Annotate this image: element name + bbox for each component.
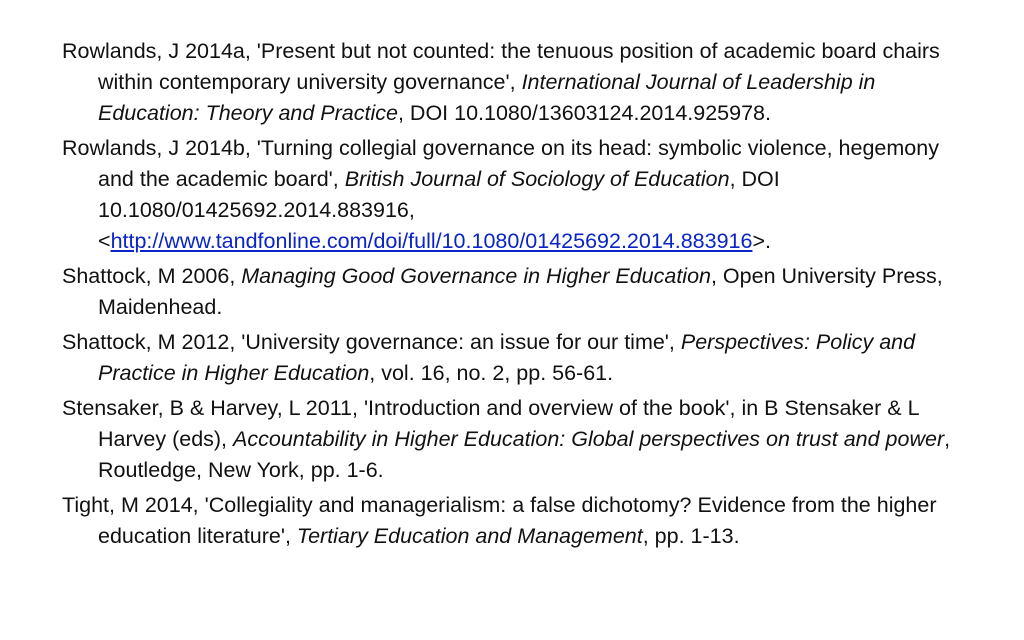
reference-journal: Perspectives: Policy and Practice in Higher Education	[98, 330, 916, 385]
reference-book-title: Managing Good Governance in Higher Education	[241, 264, 711, 288]
reference-text: Shattock, M 2012, 'University governance: an issue for our time',	[62, 330, 681, 354]
reference-rowlands-2014b	[62, 133, 962, 257]
reference-journal: International Journal of Leadership in Education: Theory and Practice	[98, 70, 876, 125]
reference-text: , pp. 1-13.	[642, 524, 740, 548]
reference-text: Stensaker, B & Harvey, L 2011, 'Introduction and overview of the book', in B Stensaker & L Harvey (eds),	[62, 396, 919, 451]
reference-list	[62, 36, 962, 556]
reference-text: Shattock, M 2006,	[62, 264, 242, 288]
reference-shattock-2012	[62, 327, 962, 389]
reference-journal: British Journal of Sociology of Education	[344, 167, 730, 191]
reference-text: , vol. 16, no. 2, pp. 56-61.	[369, 361, 614, 385]
reference-rowlands-2014a	[62, 36, 962, 129]
reference-text: >.	[752, 229, 771, 253]
reference-stensaker-harvey-2011	[62, 393, 962, 486]
reference-link[interactable]: http://www.tandfonline.com/doi/full/10.1080/01425692.2014.883916	[110, 229, 753, 253]
reference-shattock-2006	[62, 261, 962, 323]
reference-tight-2014	[62, 490, 962, 552]
reference-text: Rowlands, J 2014a, 'Present but not counted: the tenuous position of academic board chairs within contemporary university governance',	[62, 39, 940, 94]
reference-text: , DOI 10.1080/01425692.2014.883916, <	[98, 167, 780, 253]
reference-journal: Tertiary Education and Management	[296, 524, 643, 548]
reference-text: , Open University Press, Maidenhead.	[98, 264, 943, 319]
reference-text: , Routledge, New York, pp. 1-6.	[98, 427, 951, 482]
reference-book-title: Accountability in Higher Education: Global perspectives on trust and power	[233, 427, 945, 451]
reference-text: , DOI 10.1080/13603124.2014.925978.	[397, 101, 771, 125]
reference-text: Rowlands, J 2014b, 'Turning collegial governance on its head: symbolic violence, hegemony and the academic board',	[62, 136, 939, 191]
reference-text: Tight, M 2014, 'Collegiality and managerialism: a false dichotomy? Evidence from the higher education literature',	[62, 493, 937, 548]
